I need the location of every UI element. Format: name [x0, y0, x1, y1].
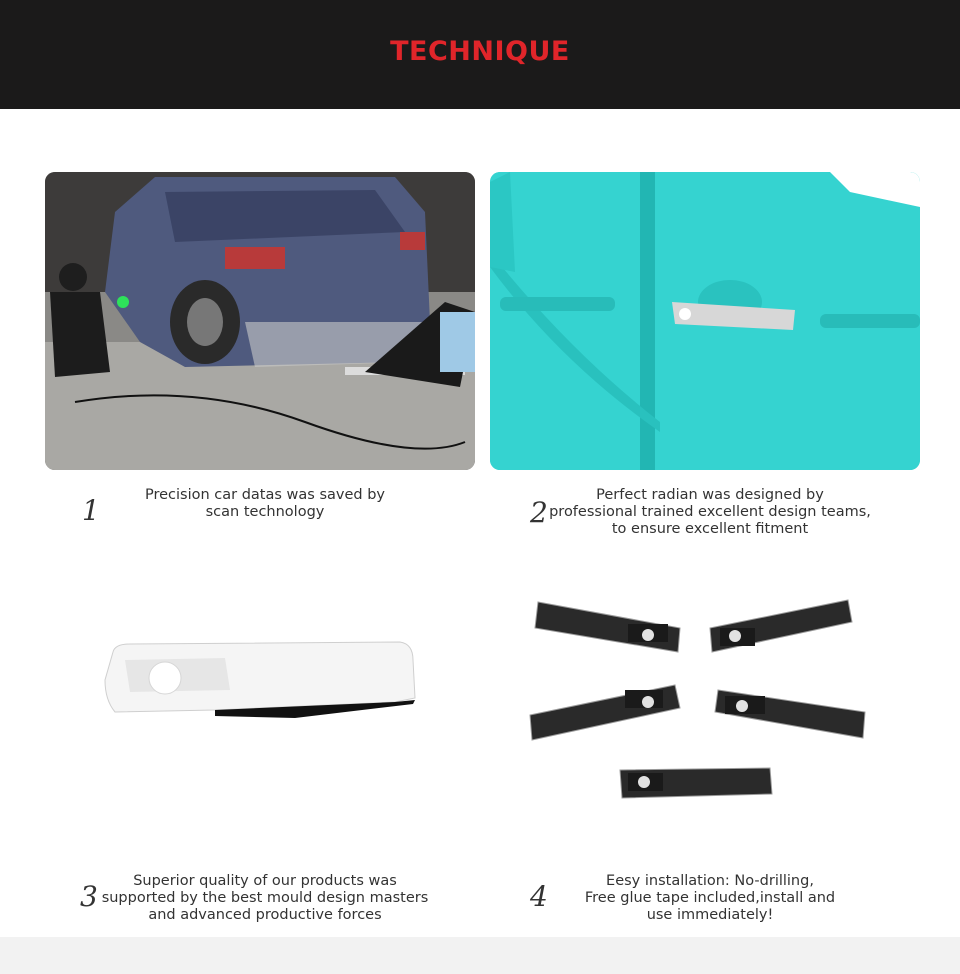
step-3-number: 3 — [80, 880, 98, 913]
caption-line: Precision car datas was saved by — [144, 487, 385, 503]
door-scan-model-photo — [490, 172, 920, 470]
page-header — [0, 0, 960, 109]
step-1-number: 1 — [82, 494, 100, 527]
caption-line: supported by the best mould design masters — [101, 890, 429, 906]
step-2-caption — [545, 487, 875, 538]
step-4-caption — [570, 873, 850, 924]
step-2-number: 2 — [530, 496, 548, 529]
caption-line: Eesy installation: No-drilling, — [606, 873, 814, 889]
caption-line: use immediately! — [646, 907, 774, 923]
caption-line: and advanced productive forces — [148, 907, 382, 923]
caption-line: professional trained excellent design teams, — [549, 504, 871, 520]
step-4-number: 4 — [530, 880, 548, 913]
caption-line: Superior quality of our products was — [133, 873, 397, 889]
section-title: TECHNIQUE — [390, 36, 570, 67]
caption-line: Perfect radian was designed by — [596, 487, 824, 503]
caption-line: Free glue tape included,install and — [584, 890, 836, 906]
caption-line: scan technology — [205, 504, 325, 520]
carbon-handle-covers-image — [520, 590, 880, 810]
step-3-caption — [100, 873, 430, 924]
step-1-caption — [125, 487, 405, 521]
white-mould-handle-image — [95, 640, 425, 725]
car-scan-photo — [45, 172, 475, 470]
caption-line: to ensure excellent fitment — [611, 521, 809, 537]
footer-band — [0, 937, 960, 974]
